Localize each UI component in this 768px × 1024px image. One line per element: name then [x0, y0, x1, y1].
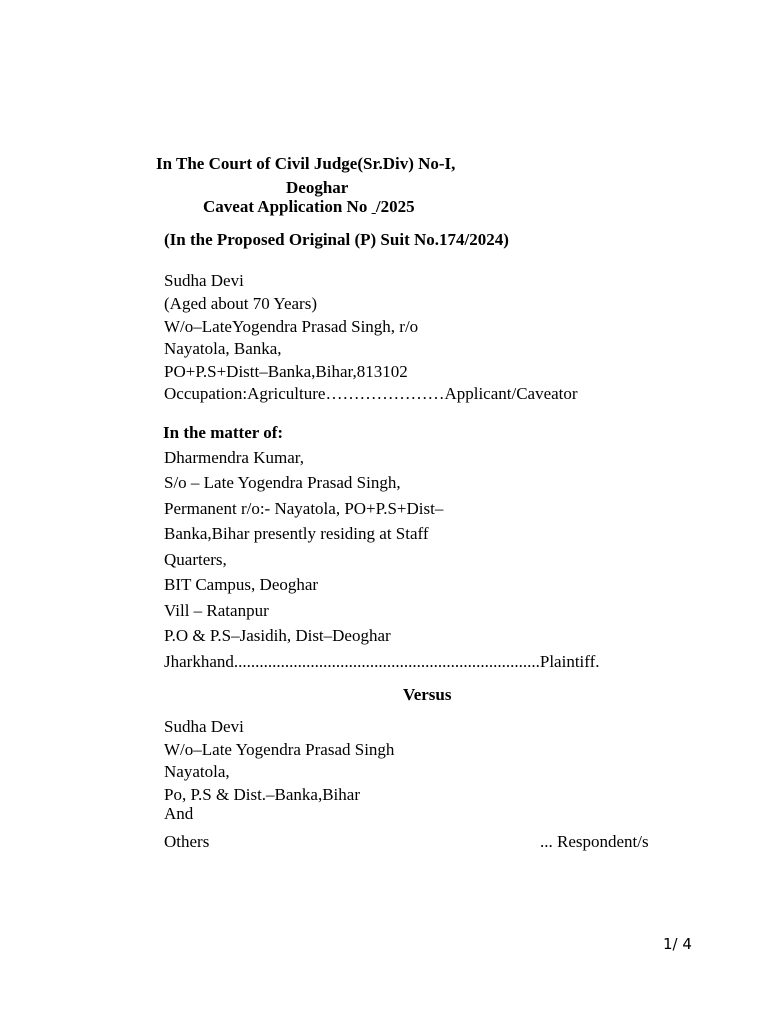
applicant-relation: W/o–LateYogendra Prasad Singh, r/o — [164, 317, 419, 336]
applicant-address-line-2: PO+P.S+Distt–Banka,Bihar,813102 — [164, 362, 408, 381]
caveat-label: Caveat Application No — [203, 197, 372, 216]
matter-plaintiff-line: Jharkhand........................................................................Plaintiff. — [164, 652, 600, 671]
matter-line: Dharmendra Kumar, — [164, 448, 304, 467]
page-number: 1/ 4 — [663, 935, 692, 953]
respondent-relation: W/o–Late Yogendra Prasad Singh — [164, 740, 395, 759]
matter-line: BIT Campus, Deoghar — [164, 575, 319, 594]
applicant-name: Sudha Devi — [164, 271, 244, 290]
applicant-address-line-1: Nayatola, Banka, — [164, 339, 282, 358]
caveat-application-number — [203, 198, 415, 215]
respondent-and: And — [164, 804, 194, 823]
matter-heading: In the matter of: — [163, 423, 284, 442]
matter-line: Permanent r/o:- Nayatola, PO+P.S+Dist– — [164, 499, 444, 518]
versus-heading: Versus — [403, 685, 452, 704]
court-place: Deoghar — [286, 178, 349, 197]
applicant-occupation: Occupation:Agriculture…………………Applicant/Caveator — [164, 384, 578, 403]
matter-line: Banka,Bihar presently residing at Staff — [164, 524, 429, 543]
caveat-year: /2025 — [375, 197, 415, 216]
matter-line: Vill – Ratanpur — [164, 601, 269, 620]
respondent-address-line-1: Nayatola, — [164, 762, 230, 781]
respondent-others: Others — [164, 832, 210, 851]
respondent-address-line-2: Po, P.S & Dist.–Banka,Bihar — [164, 785, 360, 804]
court-title: In The Court of Civil Judge(Sr.Div) No-I, — [156, 154, 456, 173]
applicant-age: (Aged about 70 Years) — [164, 294, 317, 313]
respondent-role: ... Respondent/s — [540, 832, 649, 851]
respondent-name: Sudha Devi — [164, 717, 244, 736]
matter-line: S/o – Late Yogendra Prasad Singh, — [164, 473, 401, 492]
proposed-suit-number: (In the Proposed Original (P) Suit No.174/2024) — [164, 230, 509, 249]
matter-line: P.O & P.S–Jasidih, Dist–Deoghar — [164, 626, 391, 645]
matter-line: Quarters, — [164, 550, 227, 569]
